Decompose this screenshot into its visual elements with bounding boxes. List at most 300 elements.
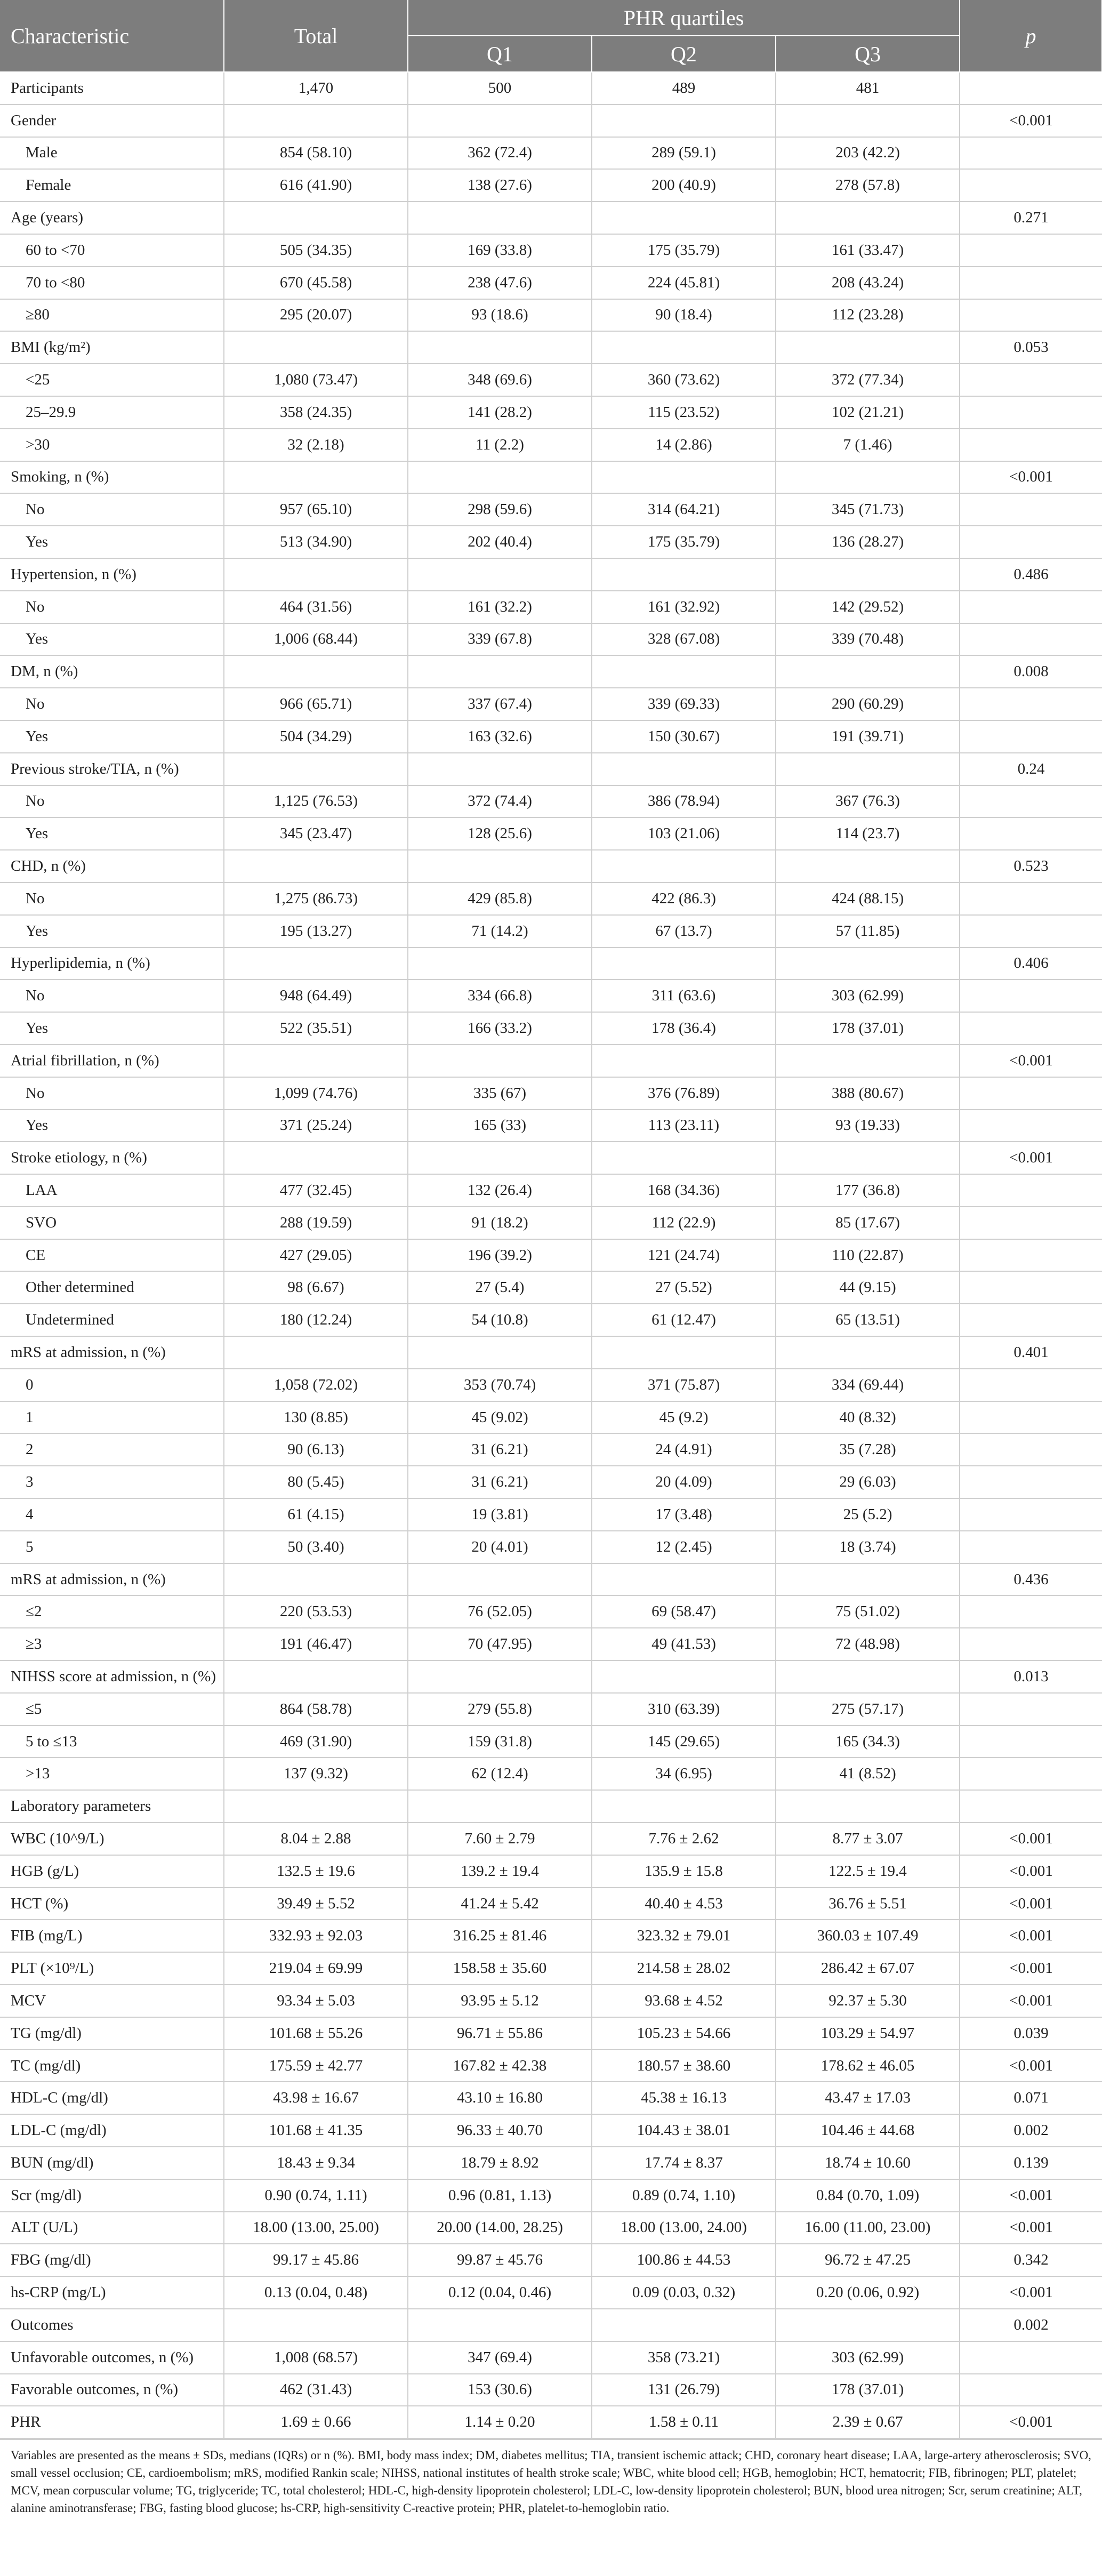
cell-q3: 41 (8.52) [776, 1758, 960, 1790]
cell-total [224, 1142, 408, 1174]
row-label: Stroke etiology, n (%) [0, 1142, 224, 1174]
table-row [0, 1174, 1102, 1207]
cell-p-value: 0.002 [960, 2309, 1102, 2341]
cell-total: 854 (58.10) [224, 137, 408, 170]
cell-total: 864 (58.78) [224, 1693, 408, 1726]
row-label: CHD, n (%) [0, 850, 224, 882]
cell-q3 [776, 2309, 960, 2341]
table-row [0, 1888, 1102, 1920]
cell-q3: 360.03 ± 107.49 [776, 1920, 960, 1952]
row-label: mRS at admission, n (%) [0, 1563, 224, 1596]
cell-q1 [408, 461, 592, 494]
table-row [0, 1628, 1102, 1660]
row-label: hs-CRP (mg/L) [0, 2276, 224, 2309]
table-row [0, 558, 1102, 591]
cell-q2: 17 (3.48) [592, 1498, 776, 1531]
cell-q2: 93.68 ± 4.52 [592, 1985, 776, 2017]
cell-q1: 20 (4.01) [408, 1531, 592, 1563]
table-row [0, 1758, 1102, 1790]
row-label: Other determined [0, 1271, 224, 1304]
cell-p-value [960, 591, 1102, 623]
cell-q1: 19 (3.81) [408, 1498, 592, 1531]
cell-total [224, 948, 408, 980]
cell-p-value [960, 1304, 1102, 1336]
cell-p-value [960, 1498, 1102, 1531]
cell-q3: 303 (62.99) [776, 2341, 960, 2374]
cell-q2: 67 (13.7) [592, 915, 776, 948]
row-label: 3 [0, 1466, 224, 1498]
row-label: FIB (mg/L) [0, 1920, 224, 1952]
cell-q3: 16.00 (11.00, 23.00) [776, 2212, 960, 2244]
cell-total: 1,080 (73.47) [224, 364, 408, 396]
row-label: Yes [0, 915, 224, 948]
table-row [0, 1985, 1102, 2017]
cell-p-value [960, 137, 1102, 170]
row-label: 5 to ≤13 [0, 1726, 224, 1758]
cell-q3: 275 (57.17) [776, 1693, 960, 1726]
row-label: ≤5 [0, 1693, 224, 1726]
cell-p-value [960, 1758, 1102, 1790]
cell-q1: 334 (66.8) [408, 980, 592, 1012]
cell-q2: 20 (4.09) [592, 1466, 776, 1498]
cell-p-value: 0.053 [960, 331, 1102, 364]
cell-q2: 371 (75.87) [592, 1369, 776, 1401]
table-row [0, 2179, 1102, 2212]
cell-total [224, 850, 408, 882]
cell-total [224, 461, 408, 494]
cell-q2: 328 (67.08) [592, 623, 776, 656]
cell-total: 948 (64.49) [224, 980, 408, 1012]
cell-q1: 93 (18.6) [408, 299, 592, 332]
table-row [0, 1693, 1102, 1726]
cell-q3 [776, 1336, 960, 1369]
table-row [0, 169, 1102, 202]
cell-p-value [960, 1595, 1102, 1628]
cell-total [224, 558, 408, 591]
cell-q1: 139.2 ± 19.4 [408, 1855, 592, 1888]
row-label: <25 [0, 364, 224, 396]
cell-total: 505 (34.35) [224, 234, 408, 267]
cell-q2: 339 (69.33) [592, 688, 776, 720]
cell-q2: 34 (6.95) [592, 1758, 776, 1790]
row-label: Yes [0, 1110, 224, 1142]
cell-q1 [408, 655, 592, 688]
table-row [0, 2082, 1102, 2114]
table-row [0, 720, 1102, 753]
cell-q3: 103.29 ± 54.97 [776, 2017, 960, 2050]
cell-q3 [776, 1142, 960, 1174]
cell-p-value [960, 785, 1102, 818]
cell-q1: 43.10 ± 16.80 [408, 2082, 592, 2114]
table-row [0, 1110, 1102, 1142]
cell-total: 18.43 ± 9.34 [224, 2147, 408, 2179]
table-row [0, 1077, 1102, 1110]
cell-q1: 500 [408, 72, 592, 105]
table-row [0, 364, 1102, 396]
table-row [0, 2114, 1102, 2147]
header-q2: Q2 [592, 36, 776, 72]
cell-total: 32 (2.18) [224, 429, 408, 461]
cell-q2: 376 (76.89) [592, 1077, 776, 1110]
cell-q2 [592, 753, 776, 785]
cell-q2: 90 (18.4) [592, 299, 776, 332]
cell-q3: 122.5 ± 19.4 [776, 1855, 960, 1888]
cell-q1 [408, 1563, 592, 1596]
cell-q3: 178 (37.01) [776, 1012, 960, 1045]
row-label: TC (mg/dl) [0, 2050, 224, 2082]
cell-q2: 45.38 ± 16.13 [592, 2082, 776, 2114]
cell-q2: 18.00 (13.00, 24.00) [592, 2212, 776, 2244]
table-row [0, 2341, 1102, 2374]
cell-q3: 36.76 ± 5.51 [776, 1888, 960, 1920]
table-row [0, 1239, 1102, 1272]
cell-q3: 208 (43.24) [776, 267, 960, 299]
cell-p-value: <0.001 [960, 2212, 1102, 2244]
cell-q3: 75 (51.02) [776, 1595, 960, 1628]
cell-q1: 99.87 ± 45.76 [408, 2244, 592, 2276]
cell-total: 332.93 ± 92.03 [224, 1920, 408, 1952]
cell-q2: 289 (59.1) [592, 137, 776, 170]
cell-p-value: <0.001 [960, 1855, 1102, 1888]
cell-p-value: 0.486 [960, 558, 1102, 591]
cell-q2: 168 (34.36) [592, 1174, 776, 1207]
cell-q3: 96.72 ± 47.25 [776, 2244, 960, 2276]
row-label: Gender [0, 105, 224, 137]
table-row [0, 1207, 1102, 1239]
table-row [0, 2212, 1102, 2244]
row-label: 5 [0, 1531, 224, 1563]
cell-q2: 61 (12.47) [592, 1304, 776, 1336]
cell-q2: 135.9 ± 15.8 [592, 1855, 776, 1888]
cell-p-value: <0.001 [960, 2276, 1102, 2309]
cell-q2: 145 (29.65) [592, 1726, 776, 1758]
cell-q2 [592, 655, 776, 688]
cell-q3: 367 (76.3) [776, 785, 960, 818]
row-label: No [0, 688, 224, 720]
row-label: Favorable outcomes, n (%) [0, 2374, 224, 2406]
cell-p-value [960, 396, 1102, 429]
cell-q2: 161 (32.92) [592, 591, 776, 623]
cell-q3 [776, 850, 960, 882]
cell-q1: 158.58 ± 35.60 [408, 1952, 592, 1985]
table-row [0, 688, 1102, 720]
table-row [0, 1336, 1102, 1369]
row-label: HDL-C (mg/dl) [0, 2082, 224, 2114]
cell-total: 18.00 (13.00, 25.00) [224, 2212, 408, 2244]
row-label: Participants [0, 72, 224, 105]
cell-total: 1,058 (72.02) [224, 1369, 408, 1401]
cell-q3: 25 (5.2) [776, 1498, 960, 1531]
table-row [0, 429, 1102, 461]
cell-q3: 165 (34.3) [776, 1726, 960, 1758]
cell-total: 191 (46.47) [224, 1628, 408, 1660]
cell-q3: 7 (1.46) [776, 429, 960, 461]
table-row [0, 267, 1102, 299]
row-label: LAA [0, 1174, 224, 1207]
cell-q2: 323.32 ± 79.01 [592, 1920, 776, 1952]
table-row [0, 655, 1102, 688]
cell-total: 90 (6.13) [224, 1433, 408, 1466]
table-row [0, 915, 1102, 948]
cell-p-value: <0.001 [960, 1142, 1102, 1174]
cell-q2: 0.89 (0.74, 1.10) [592, 2179, 776, 2212]
cell-q3: 178.62 ± 46.05 [776, 2050, 960, 2082]
cell-total [224, 1045, 408, 1077]
cell-q1 [408, 948, 592, 980]
cell-q1: 18.79 ± 8.92 [408, 2147, 592, 2179]
cell-q3 [776, 1660, 960, 1693]
row-label: Scr (mg/dl) [0, 2179, 224, 2212]
cell-q1: 362 (72.4) [408, 137, 592, 170]
table-row [0, 980, 1102, 1012]
cell-p-value: <0.001 [960, 105, 1102, 137]
table-row [0, 1498, 1102, 1531]
cell-q1: 54 (10.8) [408, 1304, 592, 1336]
cell-total: 130 (8.85) [224, 1401, 408, 1434]
row-label: 60 to <70 [0, 234, 224, 267]
cell-total: 462 (31.43) [224, 2374, 408, 2406]
cell-total: 504 (34.29) [224, 720, 408, 753]
cell-q1: 159 (31.8) [408, 1726, 592, 1758]
cell-q3: 65 (13.51) [776, 1304, 960, 1336]
cell-q3 [776, 461, 960, 494]
row-label: Unfavorable outcomes, n (%) [0, 2341, 224, 2374]
cell-q2: 121 (24.74) [592, 1239, 776, 1272]
row-label: Atrial fibrillation, n (%) [0, 1045, 224, 1077]
row-label: 0 [0, 1369, 224, 1401]
cell-p-value [960, 980, 1102, 1012]
cell-q2: 115 (23.52) [592, 396, 776, 429]
cell-q3: 104.46 ± 44.68 [776, 2114, 960, 2147]
cell-q3: 0.84 (0.70, 1.09) [776, 2179, 960, 2212]
table-row [0, 1563, 1102, 1596]
cell-q2 [592, 2309, 776, 2341]
cell-q1: 353 (70.74) [408, 1369, 592, 1401]
row-label: Hypertension, n (%) [0, 558, 224, 591]
row-label: HGB (g/L) [0, 1855, 224, 1888]
row-label: DM, n (%) [0, 655, 224, 688]
row-label: No [0, 882, 224, 915]
cell-total: 522 (35.51) [224, 1012, 408, 1045]
cell-q2: 386 (78.94) [592, 785, 776, 818]
table-row [0, 2147, 1102, 2179]
cell-q3: 43.47 ± 17.03 [776, 2082, 960, 2114]
cell-total: 0.13 (0.04, 0.48) [224, 2276, 408, 2309]
cell-q3: 372 (77.34) [776, 364, 960, 396]
cell-p-value [960, 234, 1102, 267]
cell-total: 219.04 ± 69.99 [224, 1952, 408, 1985]
cell-total: 513 (34.90) [224, 526, 408, 558]
cell-q1: 76 (52.05) [408, 1595, 592, 1628]
row-label: No [0, 493, 224, 526]
cell-q3 [776, 753, 960, 785]
cell-q2: 14 (2.86) [592, 429, 776, 461]
row-label: No [0, 1077, 224, 1110]
cell-p-value [960, 72, 1102, 105]
cell-q3: 29 (6.03) [776, 1466, 960, 1498]
cell-q3: 8.77 ± 3.07 [776, 1823, 960, 1855]
cell-q1: 279 (55.8) [408, 1693, 592, 1726]
cell-p-value [960, 1012, 1102, 1045]
cell-total [224, 655, 408, 688]
cell-q1: 62 (12.4) [408, 1758, 592, 1790]
table-row [0, 948, 1102, 980]
cell-q2: 1.58 ± 0.11 [592, 2406, 776, 2438]
row-label: mRS at admission, n (%) [0, 1336, 224, 1369]
cell-q1 [408, 850, 592, 882]
cell-total: 288 (19.59) [224, 1207, 408, 1239]
cell-q3: 92.37 ± 5.30 [776, 1985, 960, 2017]
cell-total: 8.04 ± 2.88 [224, 1823, 408, 1855]
cell-q2: 40.40 ± 4.53 [592, 1888, 776, 1920]
cell-p-value: <0.001 [960, 1823, 1102, 1855]
row-label: Yes [0, 720, 224, 753]
cell-total [224, 1660, 408, 1693]
table-row [0, 1790, 1102, 1823]
cell-q1: 169 (33.8) [408, 234, 592, 267]
cell-q2: 131 (26.79) [592, 2374, 776, 2406]
cell-total: 477 (32.45) [224, 1174, 408, 1207]
cell-p-value: <0.001 [960, 1045, 1102, 1077]
cell-p-value [960, 1239, 1102, 1272]
cell-q1: 167.82 ± 42.38 [408, 2050, 592, 2082]
table-row [0, 105, 1102, 137]
table-row [0, 1433, 1102, 1466]
header-phr-quartiles: PHR quartiles [408, 0, 960, 36]
cell-q2 [592, 1563, 776, 1596]
cell-p-value [960, 2374, 1102, 2406]
table-row [0, 1660, 1102, 1693]
row-label: No [0, 980, 224, 1012]
table-row [0, 817, 1102, 850]
cell-q1: 31 (6.21) [408, 1466, 592, 1498]
cell-total [224, 331, 408, 364]
cell-total: 0.90 (0.74, 1.11) [224, 2179, 408, 2212]
row-label: 1 [0, 1401, 224, 1434]
cell-total: 80 (5.45) [224, 1466, 408, 1498]
row-label: Outcomes [0, 2309, 224, 2341]
cell-total [224, 1336, 408, 1369]
cell-q1: 91 (18.2) [408, 1207, 592, 1239]
cell-q3: 44 (9.15) [776, 1271, 960, 1304]
cell-q3: 85 (17.67) [776, 1207, 960, 1239]
cell-q2: 314 (64.21) [592, 493, 776, 526]
cell-q2: 100.86 ± 44.53 [592, 2244, 776, 2276]
cell-p-value [960, 1110, 1102, 1142]
cell-q1: 70 (47.95) [408, 1628, 592, 1660]
table-row [0, 2309, 1102, 2341]
cell-q2: 358 (73.21) [592, 2341, 776, 2374]
cell-q2: 150 (30.67) [592, 720, 776, 753]
cell-q1 [408, 1045, 592, 1077]
cell-q3: 339 (70.48) [776, 623, 960, 656]
cell-q2: 7.76 ± 2.62 [592, 1823, 776, 1855]
table-row [0, 753, 1102, 785]
row-label: Age (years) [0, 202, 224, 234]
cell-total: 670 (45.58) [224, 267, 408, 299]
cell-q1: 141 (28.2) [408, 396, 592, 429]
row-label: ALT (U/L) [0, 2212, 224, 2244]
cell-q1: 27 (5.4) [408, 1271, 592, 1304]
cell-q3 [776, 105, 960, 137]
cell-q1: 45 (9.02) [408, 1401, 592, 1434]
cell-total: 1,125 (76.53) [224, 785, 408, 818]
cell-q3 [776, 331, 960, 364]
cell-q2: 0.09 (0.03, 0.32) [592, 2276, 776, 2309]
cell-total: 295 (20.07) [224, 299, 408, 332]
cell-p-value: <0.001 [960, 461, 1102, 494]
row-label: No [0, 785, 224, 818]
table-row [0, 299, 1102, 332]
cell-p-value: 0.013 [960, 1660, 1102, 1693]
row-label: ≥80 [0, 299, 224, 332]
cell-p-value: <0.001 [960, 2050, 1102, 2082]
cell-total: 1,008 (68.57) [224, 2341, 408, 2374]
cell-q2: 360 (73.62) [592, 364, 776, 396]
cell-total: 966 (65.71) [224, 688, 408, 720]
cell-total [224, 105, 408, 137]
cell-q3: 142 (29.52) [776, 591, 960, 623]
table-row [0, 1726, 1102, 1758]
cell-q2: 69 (58.47) [592, 1595, 776, 1628]
table-row [0, 461, 1102, 494]
row-label: 2 [0, 1433, 224, 1466]
table-row [0, 2050, 1102, 2082]
cell-q1 [408, 202, 592, 234]
table-row [0, 591, 1102, 623]
cell-q2 [592, 1790, 776, 1823]
row-label: 70 to <80 [0, 267, 224, 299]
cell-total: 39.49 ± 5.52 [224, 1888, 408, 1920]
cell-q2 [592, 202, 776, 234]
row-label: No [0, 591, 224, 623]
table-row [0, 1304, 1102, 1336]
table-row [0, 493, 1102, 526]
table-row [0, 2244, 1102, 2276]
cell-p-value [960, 1271, 1102, 1304]
cell-p-value: 0.271 [960, 202, 1102, 234]
cell-q1: 316.25 ± 81.46 [408, 1920, 592, 1952]
cell-q3: 110 (22.87) [776, 1239, 960, 1272]
cell-q3 [776, 948, 960, 980]
table-row [0, 623, 1102, 656]
cell-p-value [960, 882, 1102, 915]
cell-q1: 128 (25.6) [408, 817, 592, 850]
cell-p-value [960, 299, 1102, 332]
row-label: MCV [0, 1985, 224, 2017]
table-row [0, 1823, 1102, 1855]
cell-q1: 93.95 ± 5.12 [408, 1985, 592, 2017]
cell-q1: 96.33 ± 40.70 [408, 2114, 592, 2147]
row-label: Smoking, n (%) [0, 461, 224, 494]
cell-q2: 200 (40.9) [592, 169, 776, 202]
table-row [0, 2374, 1102, 2406]
cell-p-value [960, 267, 1102, 299]
cell-p-value [960, 1790, 1102, 1823]
header-q1: Q1 [408, 36, 592, 72]
cell-q3 [776, 655, 960, 688]
cell-q2: 175 (35.79) [592, 526, 776, 558]
cell-q3: 57 (11.85) [776, 915, 960, 948]
cell-p-value [960, 1207, 1102, 1239]
cell-q1 [408, 558, 592, 591]
cell-p-value [960, 1369, 1102, 1401]
cell-q3: 112 (23.28) [776, 299, 960, 332]
cell-q2: 49 (41.53) [592, 1628, 776, 1660]
row-label: ≤2 [0, 1595, 224, 1628]
cell-total: 175.59 ± 42.77 [224, 2050, 408, 2082]
table-row [0, 1466, 1102, 1498]
